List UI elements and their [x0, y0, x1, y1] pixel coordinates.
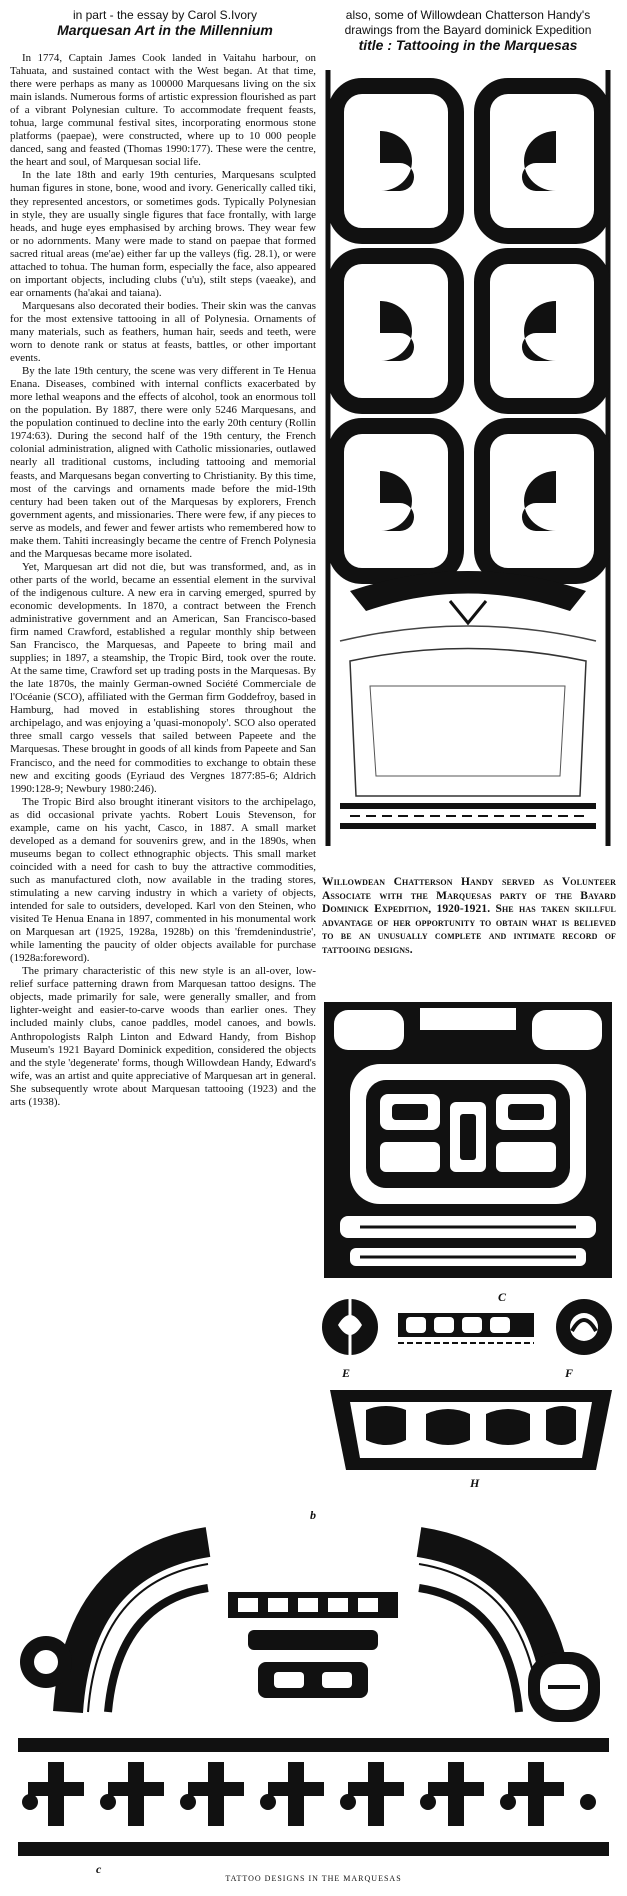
drawings-credit-1: also, some of Willowdean Chatterson Handy's: [345, 8, 591, 22]
essay-paragraph: Marquesans also decorated their bodies. Their skin was the canvas for the most extensive tattooing in all of Polynesia. Ornaments of many materials, such as feathers, human hair, seeds and teeth, were worn to denote rank or status at feasts, battles, or other important events.: [10, 299, 316, 365]
figure-label-c: C: [498, 1290, 507, 1304]
essay-title: Marquesan Art in the Millennium: [57, 22, 273, 38]
essay-header: [10, 8, 320, 38]
figure-caption: Willowdean Chatterson Handy served as Volunteer Associate with the Marquesas party of the Bayard Dominick Expedition, 1920-1921. She has taken skillful advantage of her opportunity to obtain what is believed to be an unusually complete and intimate record of tattooing designs.: [322, 876, 616, 956]
figure-label-c-lower: c: [96, 1862, 102, 1876]
tattoo-panel-spirals: [320, 66, 616, 852]
essay-paragraph: The Tropic Bird also brought itinerant visitors to the archipelago, as did occasional private yachts. Robert Louis Stevenson, for example, came on his yacht, Casco, in 1887. A small market developed as a demand for souvenirs grew, and in the 1890s, when museums began to collect ethnographic objects. This small market coincided with a need for cash to buy the attractive commodities, such as manufactured cloth, now available in the trading stores, stimulating a new carving industry in which a variety of objects, intended for sale to outsiders, developed. Karl von den Steinen, who visited Te Henua Enana in 1897, commented in his monumental work on Marquesan art (1925, 1928a, 1928b) on this 'fremdenindustrie', while lamenting the paucity of older objects available for purchase (1928a:foreword).: [10, 795, 316, 965]
footer-caption: TATTOO DESIGNS IN THE MARQUESAS: [225, 1874, 402, 1883]
figure-label-e: E: [342, 1366, 351, 1380]
figure-label-b: b: [310, 1508, 316, 1522]
essay-body: [10, 52, 316, 1109]
tattoo-panel-wide: [8, 1502, 619, 1868]
essay-paragraph: The primary characteristic of this new style is an all-over, low-relief surface patterning drawn from Marquesan tattoo designs. The objects, made primarily for sale, were generally smaller, and from lighter-weight and easier-to-carve woods than earlier ones. They included mainly clubs, canoe paddles, model canoes, and bowls. Anthropologists Ralph Linton and Edward Handy, from Bishop Museum's 1921 Bayard Dominick expedition, considered the objects and the style 'degenerate' forms, though Willowdean Handy, Edward's wife, was an artist and quite appreciative of Marquesan art in general. She subsequently wrote about Marquesan tattooing (1923) and the arts (1938).: [10, 965, 316, 1108]
tattoo-panel-face: [320, 1002, 616, 1278]
drawings-header: [318, 8, 618, 53]
tattoo-designs-row-cef: [320, 1295, 616, 1365]
drawings-title: title : Tattooing in the Marquesas: [358, 37, 578, 53]
essay-paragraph: In the late 18th and early 19th centuries, Marquesans sculpted human figures in stone, bone, wood and ivory. Generically called tiki, they represented ancestors, or sometimes gods. Typically Polynesian in style, they are usually single figures that face frontally, with large heads, and huge eyes emphasised by arching brows. They wear few or no adornments. Many were made to stand on paepae that formed sacred ritual areas (me'ae) either far up the valleys (fig. 28.1), or were attached to tohua. The human form, especially the face, also appeared on important objects, including clubs ('u'u), stilt steps (vaeake), and ear ornaments (ha'akai and taiana).: [10, 169, 316, 299]
essay-credit: in part - the essay by Carol S.Ivory: [72, 8, 258, 22]
figure-label-f: F: [565, 1366, 574, 1380]
essay-paragraph: Yet, Marquesan art did not die, but was transformed, and, as in other parts of the world, became an essential element in the survival of the indigenous culture. A new era in carving emerged, spurred by economic developments. In 1870, a contract between the French administrative government and an American, San Francisco-based firm named Crawford, established a regular monthly ship between San Francisco, the Marquesas, and Papeete to bring mail and supplies; in 1897, a steamship, the Tropic Bird, took over the route. At the same time, Crawford set up trading posts in the Marquesas. By the late 1870s, the mainly German-owned Société Commerciale de l'Océanie (SCO), affiliated with the German firm Goddefroy, based in Hamburg, had moved in establishing stores throughout the archipelago, and was enjoying a 'quasi-monopoly'. SCO also operated three small cargo vessels that sailed between Papeete and the Marquesas. These brought in goods of all kinds from Papeete and San Francisco, and the need for commodities to exchange to obtain these new and exciting goods (Eyriaud des Vergnes 1877:85-6; Aldrich 1990:128-9; Newbury 1980:246).: [10, 560, 316, 795]
essay-paragraph: By the late 19th century, the scene was very different in Te Henua Enana. Diseases, combined with internal conflicts exacerbated by more lethal weapons and the effects of alcohol, took an enormous toll on the population. By 1887, there were only 5246 Marquesans, and the population continued to decline into the early 20th century (Rollin 1974:63). During the second half of the 19th century, the French colonial administration, aligned with Catholic missionaries, outlawed nearly all traditional customs, including tattooing and memorial feasts, and Marquesans began converting to Christianity. By this time, most of the carvings and ornaments made before the mid-19th century had been taken out of the Marquesas by explorers, French government agents, and missionaries. There were few, if any pieces to serve as models, and fewer and fewer artists who remembered how to make them. Tahiti increasingly became the centre of French Polynesia and the Marquesas became more isolated.: [10, 365, 316, 560]
tattoo-band-h: [326, 1386, 616, 1474]
essay-paragraph: In 1774, Captain James Cook landed in Vaitahu harbour, on Tahuata, and sustained contact with the West began. At that time, there were perhaps as many as 100000 Marquesans living on the six main islands. Numerous forms of artistic expression flourished as part of a vibrant Polynesian culture. To accommodate frequent feasts, tohua, large communal festival sites, incorporating enormous stone platforms (paepae), were constructed, where up to 10 000 people danced, sang and feasted (Thomas 1990:177). These were the centre, the heart and soul, of Marquesan social life.: [10, 52, 316, 169]
figure-label-h: H: [470, 1476, 480, 1490]
drawings-credit-2: drawings from the Bayard dominick Expedition: [344, 23, 592, 37]
